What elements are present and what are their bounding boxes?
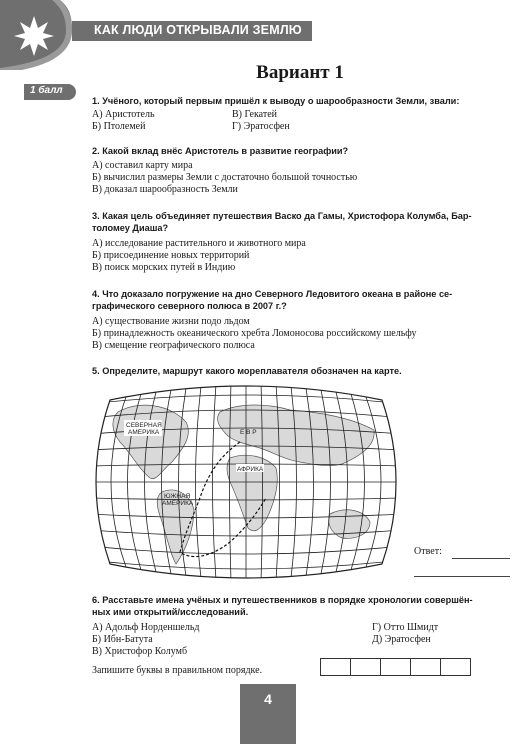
label-south-america-1: ЮЖНАЯ (164, 493, 191, 500)
answer-cell-4[interactable] (410, 658, 441, 676)
question-6-line-2: ных ими открытий/исследований. (92, 607, 249, 617)
label-africa: АФРИКА (237, 466, 264, 473)
section-title: КАК ЛЮДИ ОТКРЫВАЛИ ЗЕМЛЮ (94, 23, 302, 37)
question-4-line-1: 4. Что доказало погружение на дно Северного Ледовитого океана в районе се- (92, 289, 453, 299)
answer-cell-5[interactable] (440, 658, 471, 676)
world-map-svg (90, 382, 402, 582)
label-north-america-1: СЕВЕРНАЯ (126, 422, 162, 429)
answer-cell-3[interactable] (380, 658, 411, 676)
score-label: 1 балл (30, 85, 63, 96)
q6-option-c: В) Христофор Колумб (92, 646, 188, 657)
world-map (90, 382, 402, 582)
q3-option-b[interactable]: Б) присоединение новых территорий (92, 250, 250, 261)
q4-option-b[interactable]: Б) принадлежность океанического хребта Ломоносова российскому шельфу (92, 328, 417, 339)
variant-title: Вариант 1 (256, 62, 344, 83)
label-north-america-2: АМЕРИКА (128, 429, 160, 436)
q4-option-a[interactable]: А) существование жизни подо льдом (92, 316, 250, 327)
question-3-line-2: толомеу Диаша? (92, 223, 169, 233)
question-2: 2. Какой вклад внёс Аристотель в развитие географии? (92, 146, 349, 156)
question-4-line-2: графического северного полюса в 2007 г.? (92, 301, 287, 311)
q6-option-a: А) Адольф Норденшельд (92, 622, 200, 633)
q3-option-c[interactable]: В) поиск морских путей в Индию (92, 262, 236, 273)
label-south-america-2: АМЕРИКА (162, 500, 194, 507)
answer-cell-2[interactable] (350, 658, 381, 676)
answer-label: Ответ: (414, 546, 442, 557)
answer-field-1[interactable] (452, 558, 510, 559)
q2-option-a[interactable]: А) составил карту мира (92, 160, 193, 171)
answer-field-2[interactable] (414, 576, 510, 577)
label-europe: Е В Р (240, 429, 257, 436)
q1-option-a[interactable]: А) Аристотель (92, 109, 155, 120)
q2-option-c[interactable]: В) доказал шарообразность Земли (92, 184, 238, 195)
question-3-line-1: 3. Какая цель объединяет путешествия Васко да Гамы, Христофора Колумба, Бар- (92, 211, 472, 221)
answer-cells (320, 658, 470, 676)
question-5: 5. Определите, маршрут какого мореплавателя обозначен на карте. (92, 366, 402, 376)
q6-option-b: Б) Ибн-Батута (92, 634, 153, 645)
q6-option-d: Г) Отто Шмидт (372, 622, 439, 633)
q1-option-d[interactable]: Г) Эратосфен (232, 121, 290, 132)
question-6-line-1: 6. Расставьте имена учёных и путешественников в порядке хронологии совершён- (92, 595, 473, 605)
question-1: 1. Учёного, который первым пришёл к выводу о шарообразности Земли, звали: (92, 96, 460, 106)
q3-option-a[interactable]: А) исследование растительного и животного мира (92, 238, 306, 249)
star-icon (14, 16, 54, 56)
q6-instruction: Запишите буквы в правильном порядке. (92, 665, 263, 676)
q1-option-b[interactable]: Б) Птолемей (92, 121, 146, 132)
q4-option-c[interactable]: В) смещение географического полюса (92, 340, 255, 351)
page-number: 4 (264, 691, 272, 707)
q2-option-b[interactable]: Б) вычислил размеры Земли с достаточно большой точностью (92, 172, 358, 183)
q1-option-c[interactable]: В) Гекатей (232, 109, 278, 120)
q6-option-e: Д) Эратосфен (372, 634, 431, 645)
answer-cell-1[interactable] (320, 658, 351, 676)
